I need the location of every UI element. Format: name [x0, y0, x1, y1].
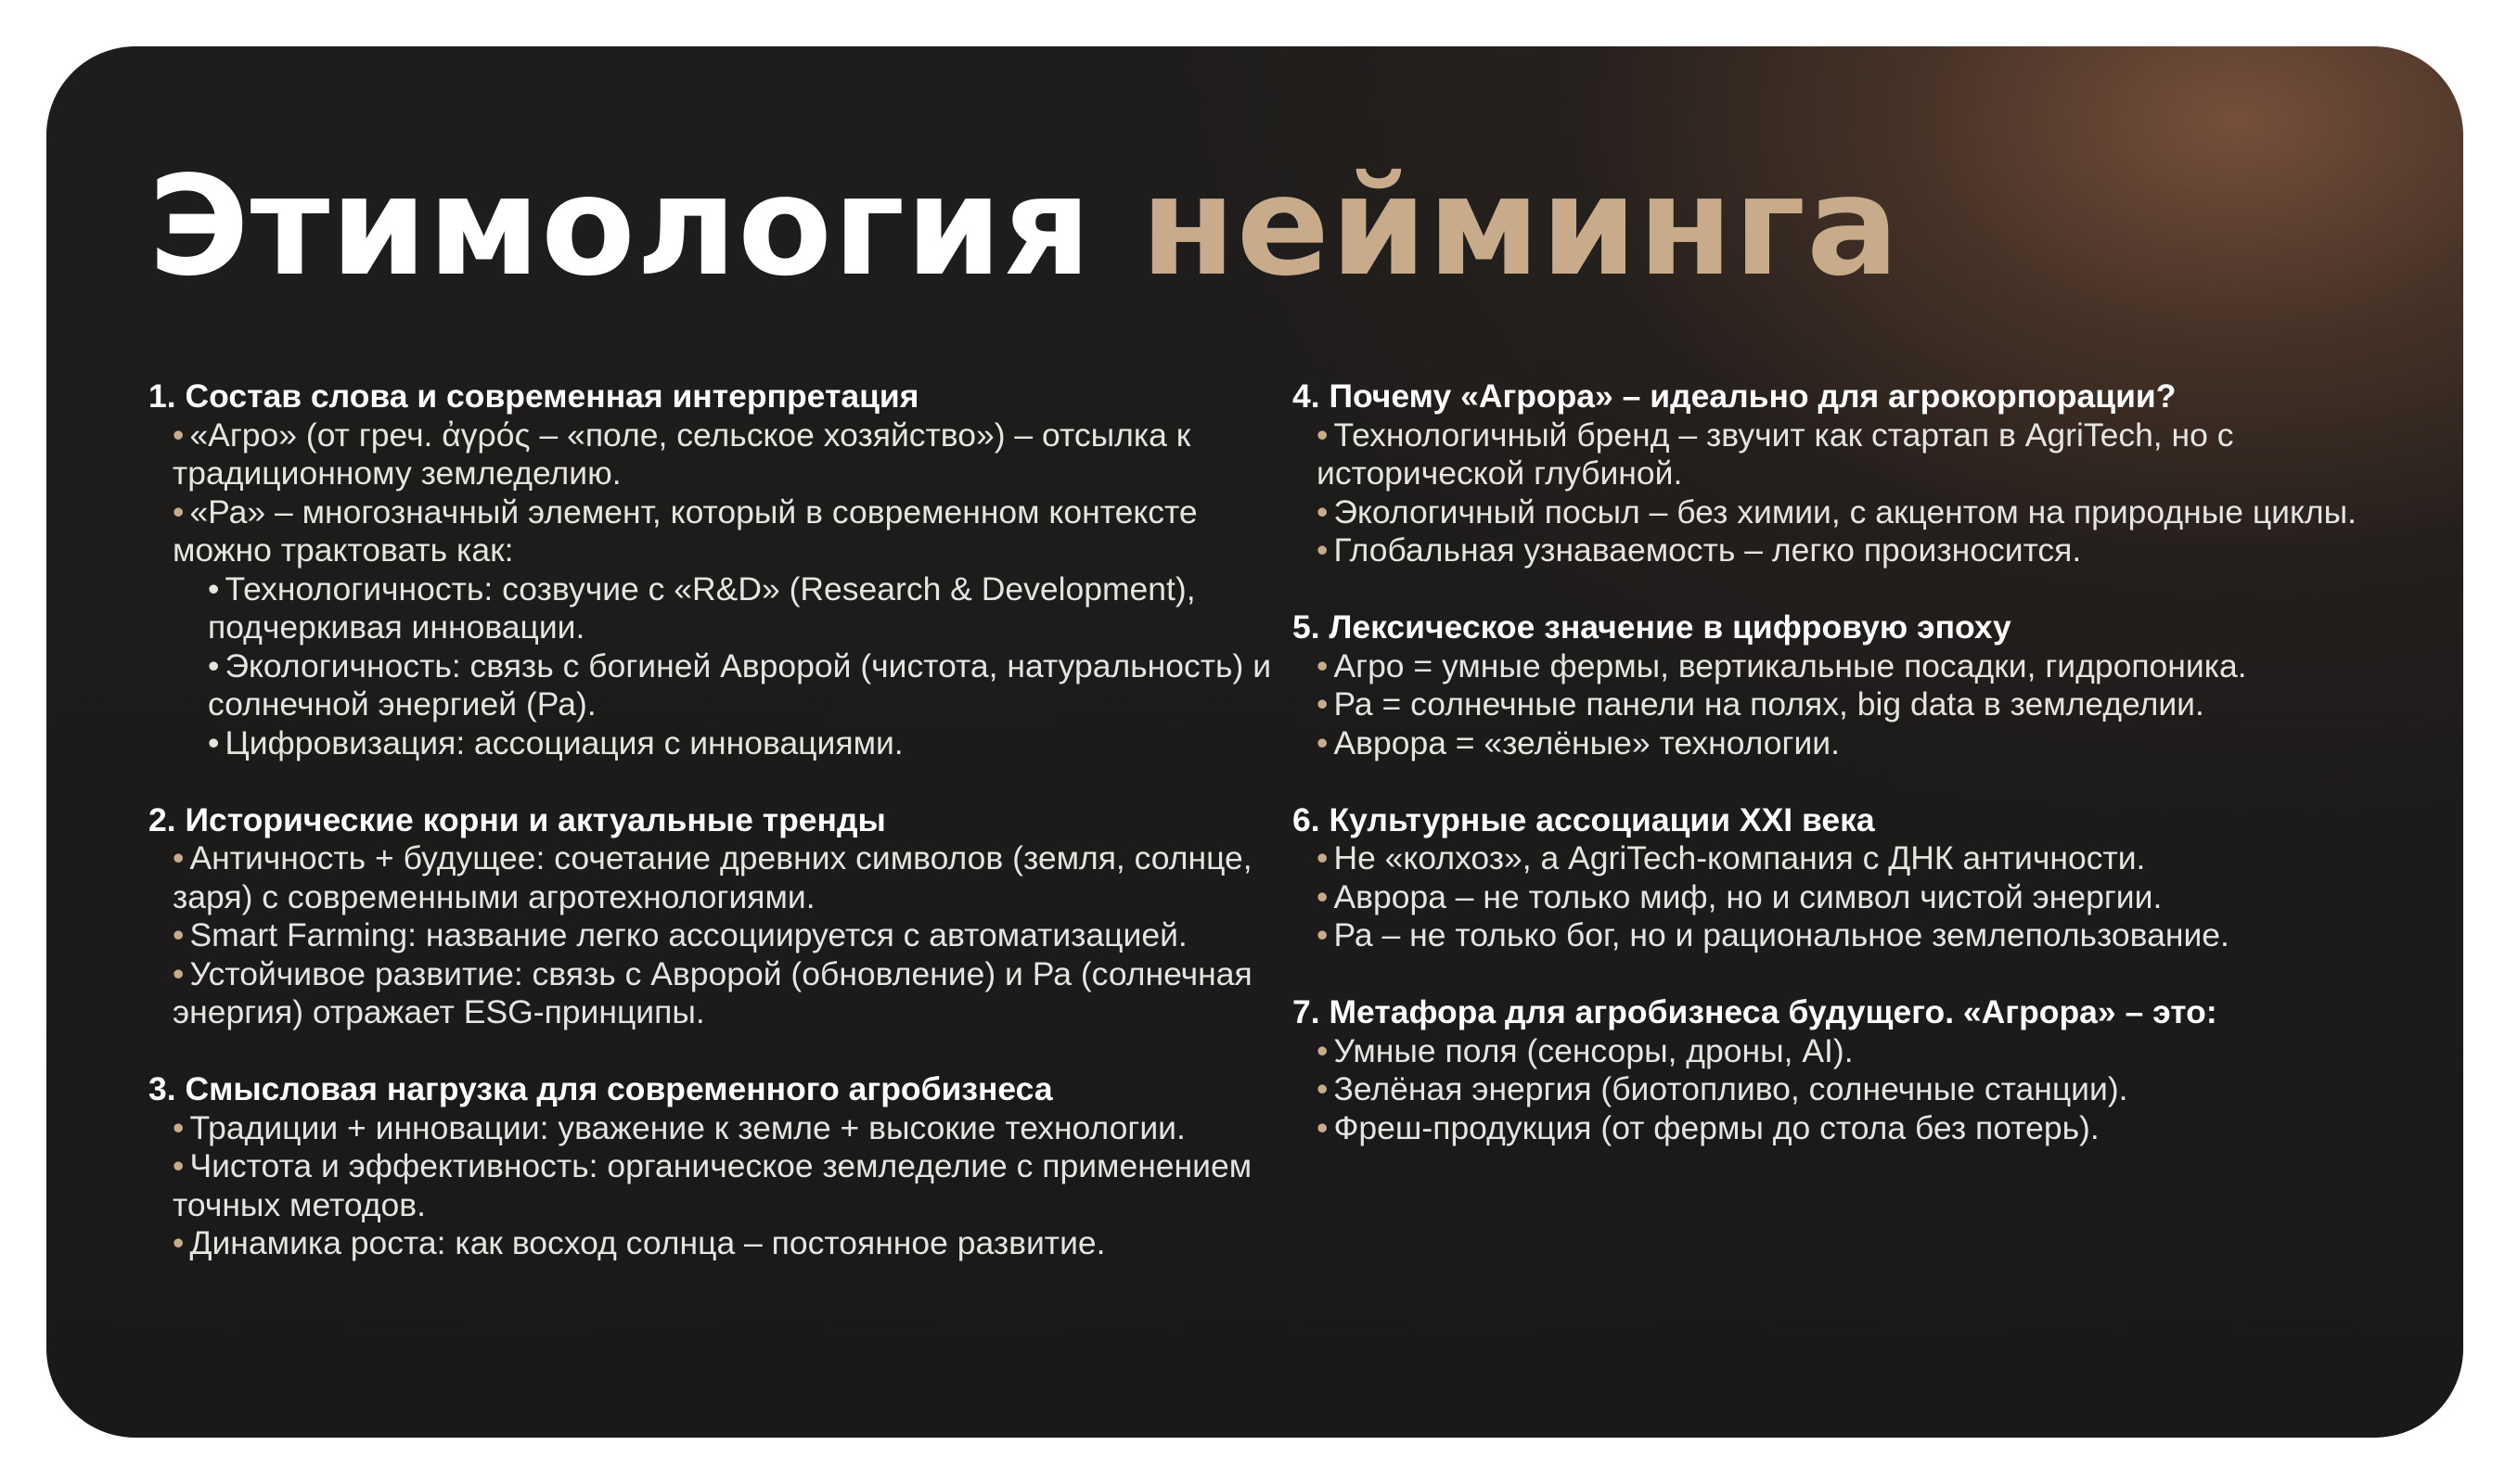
item-text: Традиции + инновации: уважение к земле + высокие технологии.	[189, 1108, 1186, 1146]
section-metaphor	[1292, 993, 2420, 1147]
list-item	[1292, 493, 2420, 532]
section-heading: 7. Метафора для агробизнеса будущего. «Агрора» – это:	[1292, 993, 2217, 1030]
bullet-icon: •	[1317, 1108, 1329, 1146]
list-item	[1292, 839, 2420, 878]
list-item	[1292, 724, 2420, 763]
item-text: Античность + будущее: сочетание древних символов (земля, солнце, заря) с современными агротехнологиями.	[173, 839, 1252, 915]
item-text: Аврора – не только миф, но и символ чистой энергии.	[1333, 877, 2163, 915]
list-item	[148, 493, 1276, 570]
section-heading: 2. Исторические корни и актуальные тренды	[148, 800, 886, 838]
item-text: Ра = солнечные панели на полях, big data в земледелии.	[1333, 685, 2204, 723]
list-item	[1292, 1070, 2420, 1109]
item-text: Зелёная энергия (биотопливо, солнечные станции).	[1333, 1070, 2128, 1107]
bullet-icon: •	[1317, 493, 1329, 531]
bullet-icon: •	[1317, 646, 1329, 684]
bullet-icon: •	[173, 416, 185, 454]
bullet-icon: •	[1317, 531, 1329, 569]
bullet-icon: •	[1317, 839, 1329, 876]
item-text: Цифровизация: ассоциация с инновациями.	[225, 723, 904, 761]
item-text: «Ра» – многозначный элемент, который в современном контексте можно трактовать как:	[173, 493, 1198, 569]
section-heading: 4. Почему «Агрора» – идеально для агрокорпорации?	[1292, 377, 2177, 415]
item-text: Устойчивое развитие: связь с Авророй (обновление) и Ра (солнечная энергия) отражает ESG-принципы.	[173, 954, 1252, 1030]
section-heading: 1. Состав слова и современная интерпретация	[148, 377, 919, 415]
slide-title	[148, 147, 1900, 306]
bullet-icon: •	[173, 1224, 185, 1261]
bullet-icon: •	[1317, 877, 1329, 915]
list-item	[148, 1147, 1276, 1224]
list-item	[1292, 685, 2420, 724]
list-item	[148, 1224, 1276, 1263]
bullet-icon: •	[1317, 916, 1329, 953]
item-text: Ра – не только бог, но и рациональное землепользование.	[1333, 916, 2229, 953]
list-item	[148, 955, 1276, 1032]
bullet-icon: •	[173, 1108, 185, 1146]
item-text: Не «колхоз», а AgriTech-компания с ДНК античности.	[1333, 839, 2146, 876]
right-column	[1292, 377, 2420, 1186]
item-text: Аврора = «зелёные» технологии.	[1333, 723, 1840, 761]
slide-card	[46, 46, 2463, 1438]
list-item	[1292, 916, 2420, 955]
list-item	[1292, 647, 2420, 686]
bullet-icon: •	[208, 723, 220, 761]
bullet-icon: •	[173, 916, 185, 953]
list-item	[148, 416, 1276, 493]
item-text: Динамика роста: как восход солнца – постоянное развитие.	[189, 1224, 1106, 1261]
sub-list-item	[148, 724, 1276, 763]
section-meaning	[148, 1070, 1276, 1263]
list-item	[1292, 531, 2420, 570]
list-item	[148, 916, 1276, 955]
bullet-icon: •	[173, 1147, 185, 1184]
item-text: «Агро» (от греч. ἀγρός – «поле, сельское хозяйство») – отсылка к традиционному земледелию.	[173, 416, 1191, 492]
section-lexical	[1292, 608, 2420, 762]
sub-list-item	[148, 570, 1276, 647]
item-text: Технологичность: созвучие с «R&D» (Research & Development), подчеркивая инновации.	[208, 569, 1196, 646]
item-text: Технологичный бренд – звучит как стартап в AgriTech, но с исторической глубиной.	[1317, 416, 2234, 492]
section-why-agrora	[1292, 377, 2420, 570]
bullet-icon: •	[1317, 723, 1329, 761]
left-column	[148, 377, 1276, 1301]
item-text: Умные поля (сенсоры, дроны, AI).	[1333, 1031, 1854, 1069]
bullet-icon: •	[208, 646, 220, 684]
section-cultural	[1292, 801, 2420, 955]
section-composition	[148, 377, 1276, 762]
item-text: Smart Farming: название легко ассоциируется с автоматизацией.	[189, 916, 1188, 953]
list-item	[1292, 1109, 2420, 1148]
list-item	[1292, 416, 2420, 493]
item-text: Чистота и эффективность: органическое земледелие с применением точных методов.	[173, 1147, 1252, 1223]
item-text: Глобальная узнаваемость – легко произносится.	[1333, 531, 2082, 569]
section-heading: 5. Лексическое значение в цифровую эпоху	[1292, 608, 2011, 646]
title-main: Этимология	[148, 147, 1092, 306]
sub-list-item	[148, 647, 1276, 724]
bullet-icon: •	[1317, 1031, 1329, 1069]
list-item	[1292, 878, 2420, 917]
bullet-icon: •	[173, 493, 185, 531]
section-heading: 6. Культурные ассоциации XXI века	[1292, 800, 1875, 838]
item-text: Фреш-продукция (от фермы до стола без потерь).	[1333, 1108, 2100, 1146]
list-item	[148, 839, 1276, 916]
bullet-icon: •	[1317, 1070, 1329, 1107]
title-accent: нейминга	[1140, 147, 1900, 306]
item-text: Экологичный посыл – без химии, с акцентом на природные циклы.	[1333, 493, 2357, 531]
bullet-icon: •	[1317, 685, 1329, 723]
bullet-icon: •	[173, 839, 185, 876]
section-heading: 3. Смысловая нагрузка для современного агробизнеса	[148, 1070, 1053, 1107]
bullet-icon: •	[1317, 416, 1329, 454]
bullet-icon: •	[208, 569, 220, 608]
bullet-icon: •	[173, 954, 185, 992]
item-text: Агро = умные фермы, вертикальные посадки, гидропоника.	[1333, 646, 2247, 684]
section-history	[148, 801, 1276, 1032]
list-item	[148, 1109, 1276, 1148]
list-item	[1292, 1032, 2420, 1071]
item-text: Экологичность: связь с богиней Авророй (чистота, натуральность) и солнечной энергией (Ра).	[208, 646, 1272, 723]
